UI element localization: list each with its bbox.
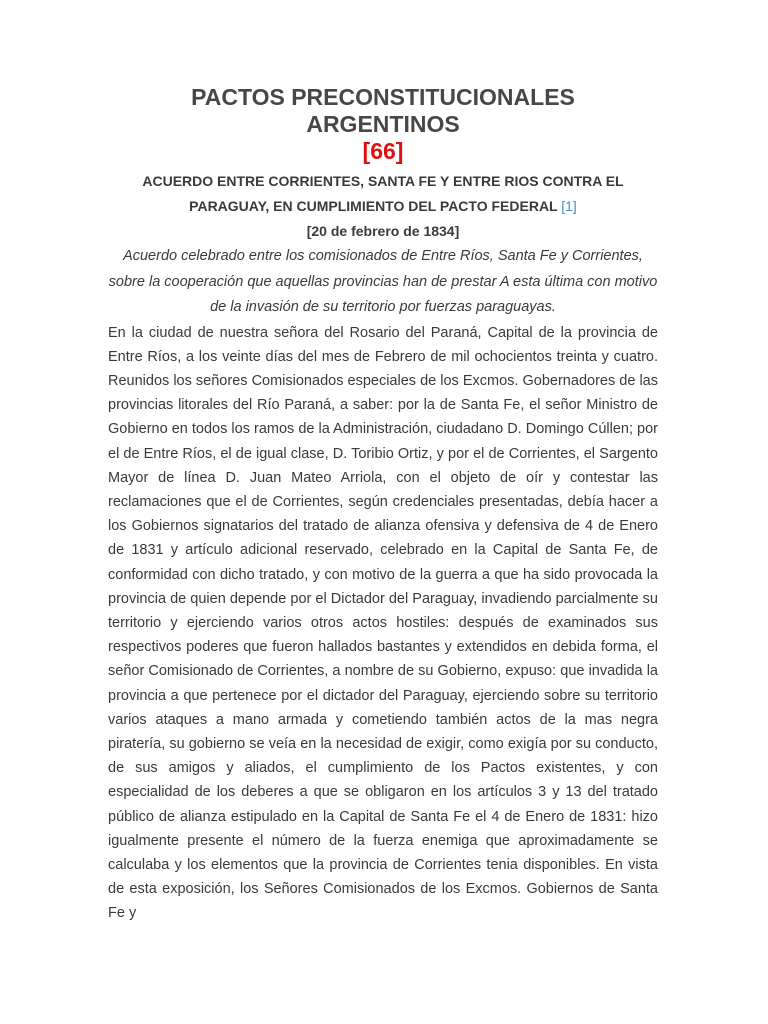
document-date: [20 de febrero de 1834]	[306, 223, 460, 239]
document-summary: Acuerdo celebrado entre los comisionados de Entre Ríos, Santa Fe y Corrientes, sobre la cooperación que aquellas provincias han de prestar A esta última con motivo de la invasión de su territorio por fuerzas paraguayas.	[108, 248, 658, 315]
document-title	[108, 84, 658, 138]
subtitle-text: ACUERDO ENTRE CORRIENTES, SANTA FE Y ENTRE RIOS CONTRA EL PARAGUAY, EN CUMPLIMIENTO DEL PACTO FEDERAL	[142, 173, 624, 214]
document-page	[108, 84, 658, 926]
footnote-link[interactable]: [1]	[561, 198, 577, 214]
title-line-1: PACTOS PRECONSTITUCIONALES	[191, 84, 575, 110]
title-line-2: ARGENTINOS	[306, 111, 460, 137]
document-body: En la ciudad de nuestra señora del Rosario del Paraná, Capital de la provincia de Entre Ríos, a los veinte días del mes de Febrero de mil ochocientos treinta y cuatro. Reunidos los señores Comisionados especiales de los Excmos. Gobernadores de las provincias litorales del Río Paraná, a saber: por la de Santa Fe, el señor Ministro de Gobierno en todos los ramos de la Administración, ciudadano D. Domingo Cúllen; por el de Entre Ríos, el de igual clase, D. Toribio Ortiz, y por el de Corrientes, el Sargento Mayor de línea D. Juan Mateo Arriola, con el objeto de oír y contestar las reclamaciones que el de Corrientes, según credenciales presentadas, debía hacer a los Gobiernos signatarios del tratado de alianza ofensiva y defensiva de 4 de Enero de 1831 y artículo adicional reservado, celebrado en la Capital de Santa Fe, de conformidad con dicho tratado, y con motivo de la guerra a que ha sido provocada la provincia de quien depende por el Dictador del Paraguay, invadiendo parcialmente su territorio y ejerciendo varios otros actos hostiles: después de examinados sus respectivos poderes que fueron hallados bastantes y extendidos en debida forma, el señor Comisionado de Corrientes, a nombre de su Gobierno, expuso: que invadida la provincia a que pertenece por el dictador del Paraguay, ejerciendo sobre su territorio varios ataques a mano armada y cometiendo también actos de la mas negra piratería, su gobierno se veía en la necesidad de exigir, como exigía por su conducto, de sus amigos y aliados, el cumplimiento de los Pactos existentes, y con especialidad de los deberes a que se obligaron en los artículos 3 y 13 del tratado público de alianza estipulado en la Capital de Santa Fe el 4 de Enero de 1831: hizo igualmente presente el número de la fuerza enemiga que aproximadamente se calculaba y los elementos que la provincia de Corrientes tenia disponibles. En vista de esta exposición, los Señores Comisionados de los Excmos. Gobiernos de Santa Fe y	[108, 324, 658, 922]
title-reference[interactable]: [66]	[362, 138, 404, 164]
document-subtitle	[108, 169, 658, 219]
